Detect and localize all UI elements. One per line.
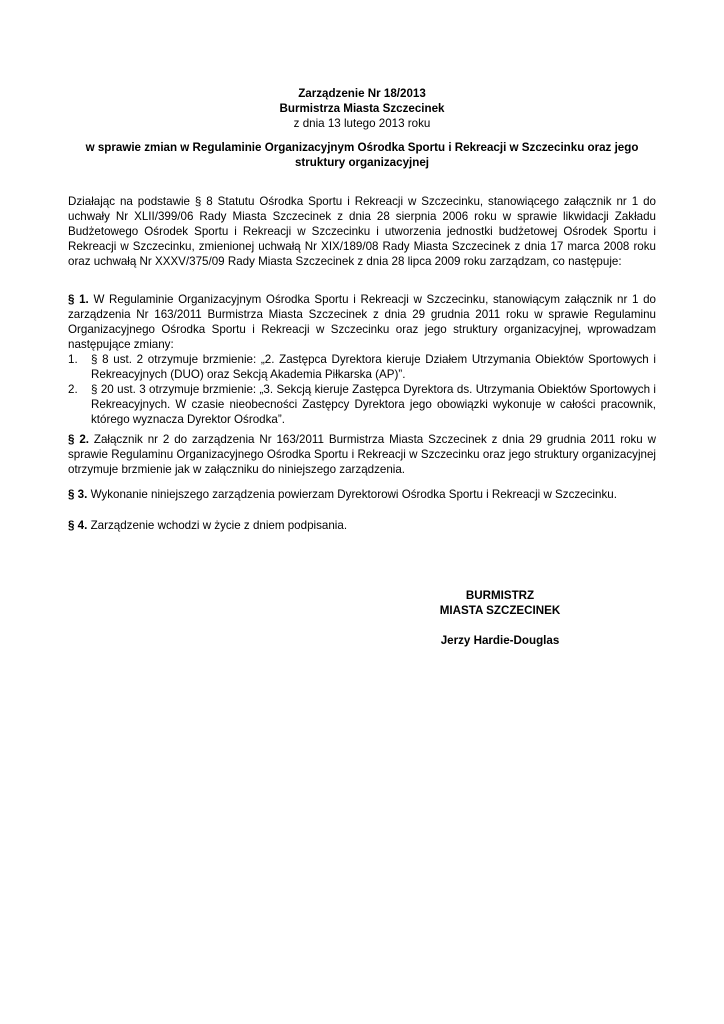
section-1-changes-list	[68, 352, 656, 427]
section-4	[68, 518, 656, 533]
intro-paragraph: Działając na podstawie § 8 Statutu Ośrodka Sportu i Rekreacji w Szczecinku, stanowiącego załącznik nr 1 do uchwały Nr XLII/399/06 Rady Miasta Szczecinek z dnia 28 sierpnia 2006 roku w sprawie likwidacji Zakładu Budżetowego Ośrodek Sportu i Rekreacji w Szczecinku i utworzenia jednostki budżetowej Ośrodek Sportu i Rekreacji w Szczecinku, zmienionej uchwałą Nr XIX/189/08 Rady Miasta Szczecinek z dnia 17 marca 2008 roku oraz uchwałą Nr XXXV/375/09 Rady Miasta Szczecinek z dnia 28 lipca 2009 roku zarządzam, co następuje:	[68, 195, 656, 268]
section-2-text: Załącznik nr 2 do zarządzenia Nr 163/2011 Burmistrza Miasta Szczecinek z dnia 29 grudnia 2011 roku w sprawie Regulaminu Organizacyjnego Ośrodka Sportu i Rekreacji w Szczecinku oraz jego struktury organizacyjnej otrzymuje brzmienie jak w załączniku do niniejszego zarządzenia.	[68, 433, 657, 476]
signature-office: MIASTA SZCZECINEK	[439, 604, 561, 617]
section-4-text: Zarządzenie wchodzi w życie z dniem podpisania.	[87, 519, 348, 532]
section-3	[68, 487, 656, 502]
section-1-paragraph	[68, 292, 656, 352]
list-item	[68, 382, 656, 427]
section-2	[68, 432, 656, 477]
list-item-text: § 8 ust. 2 otrzymuje brzmienie: „2. Zastępca Dyrektora kieruje Działem Utrzymania Obiektów Sportowych i Rekreacyjnych (DUO) oraz Sekcją Akademia Piłkarska (AP)”.	[91, 353, 656, 381]
document-date: z dnia 13 lutego 2013 roku	[293, 117, 431, 130]
signature-name: Jerzy Hardie-Douglas	[440, 634, 560, 647]
section-3-text: Wykonanie niniejszego zarządzenia powierzam Dyrektorowi Ośrodka Sportu i Rekreacji w Szczecinku.	[87, 488, 617, 501]
section-4-mark: § 4.	[68, 519, 88, 532]
list-item-number: 1.	[68, 353, 78, 366]
section-1	[68, 292, 656, 427]
list-item-number: 2.	[68, 383, 78, 396]
section-2-mark: § 2.	[68, 433, 89, 446]
signature-block	[400, 588, 600, 648]
signature-gap	[400, 618, 600, 633]
section-3-mark: § 3.	[68, 488, 88, 501]
signature-title: BURMISTRZ	[465, 589, 535, 602]
list-item-text: § 20 ust. 3 otrzymuje brzmienie: „3. Sekcją kieruje Zastępca Dyrektora ds. Utrzymania Obiektów Sportowych i Rekreacyjnych. W czasie nieobecności Zastępcy Dyrektora jego obowiązki wykonuje w całości pracownik, którego wyznacza Dyrektor Ośrodka”.	[91, 383, 656, 426]
document-title: Zarządzenie Nr 18/2013	[298, 87, 426, 100]
section-1-text: W Regulaminie Organizacyjnym Ośrodka Sportu i Rekreacji w Szczecinku, stanowiącym załącznik nr 1 do zarządzenia Nr 163/2011 Burmistrza Miasta Szczecinek z dnia 29 grudnia 2011 roku w sprawie Regulaminu Organizacyjnego Ośrodka Sportu i Rekreacji w Szczecinku oraz jego struktury organizacyjnej, wprowadzam następujące zmiany:	[68, 293, 656, 351]
section-1-mark: § 1.	[68, 293, 89, 306]
document-subject: w sprawie zmian w Regulaminie Organizacyjnym Ośrodka Sportu i Rekreacji w Szczecinku oraz jego struktury organizacyjnej	[85, 141, 639, 169]
document-header	[0, 86, 724, 131]
document-issuer: Burmistrza Miasta Szczecinek	[279, 102, 445, 115]
list-item	[68, 352, 656, 382]
